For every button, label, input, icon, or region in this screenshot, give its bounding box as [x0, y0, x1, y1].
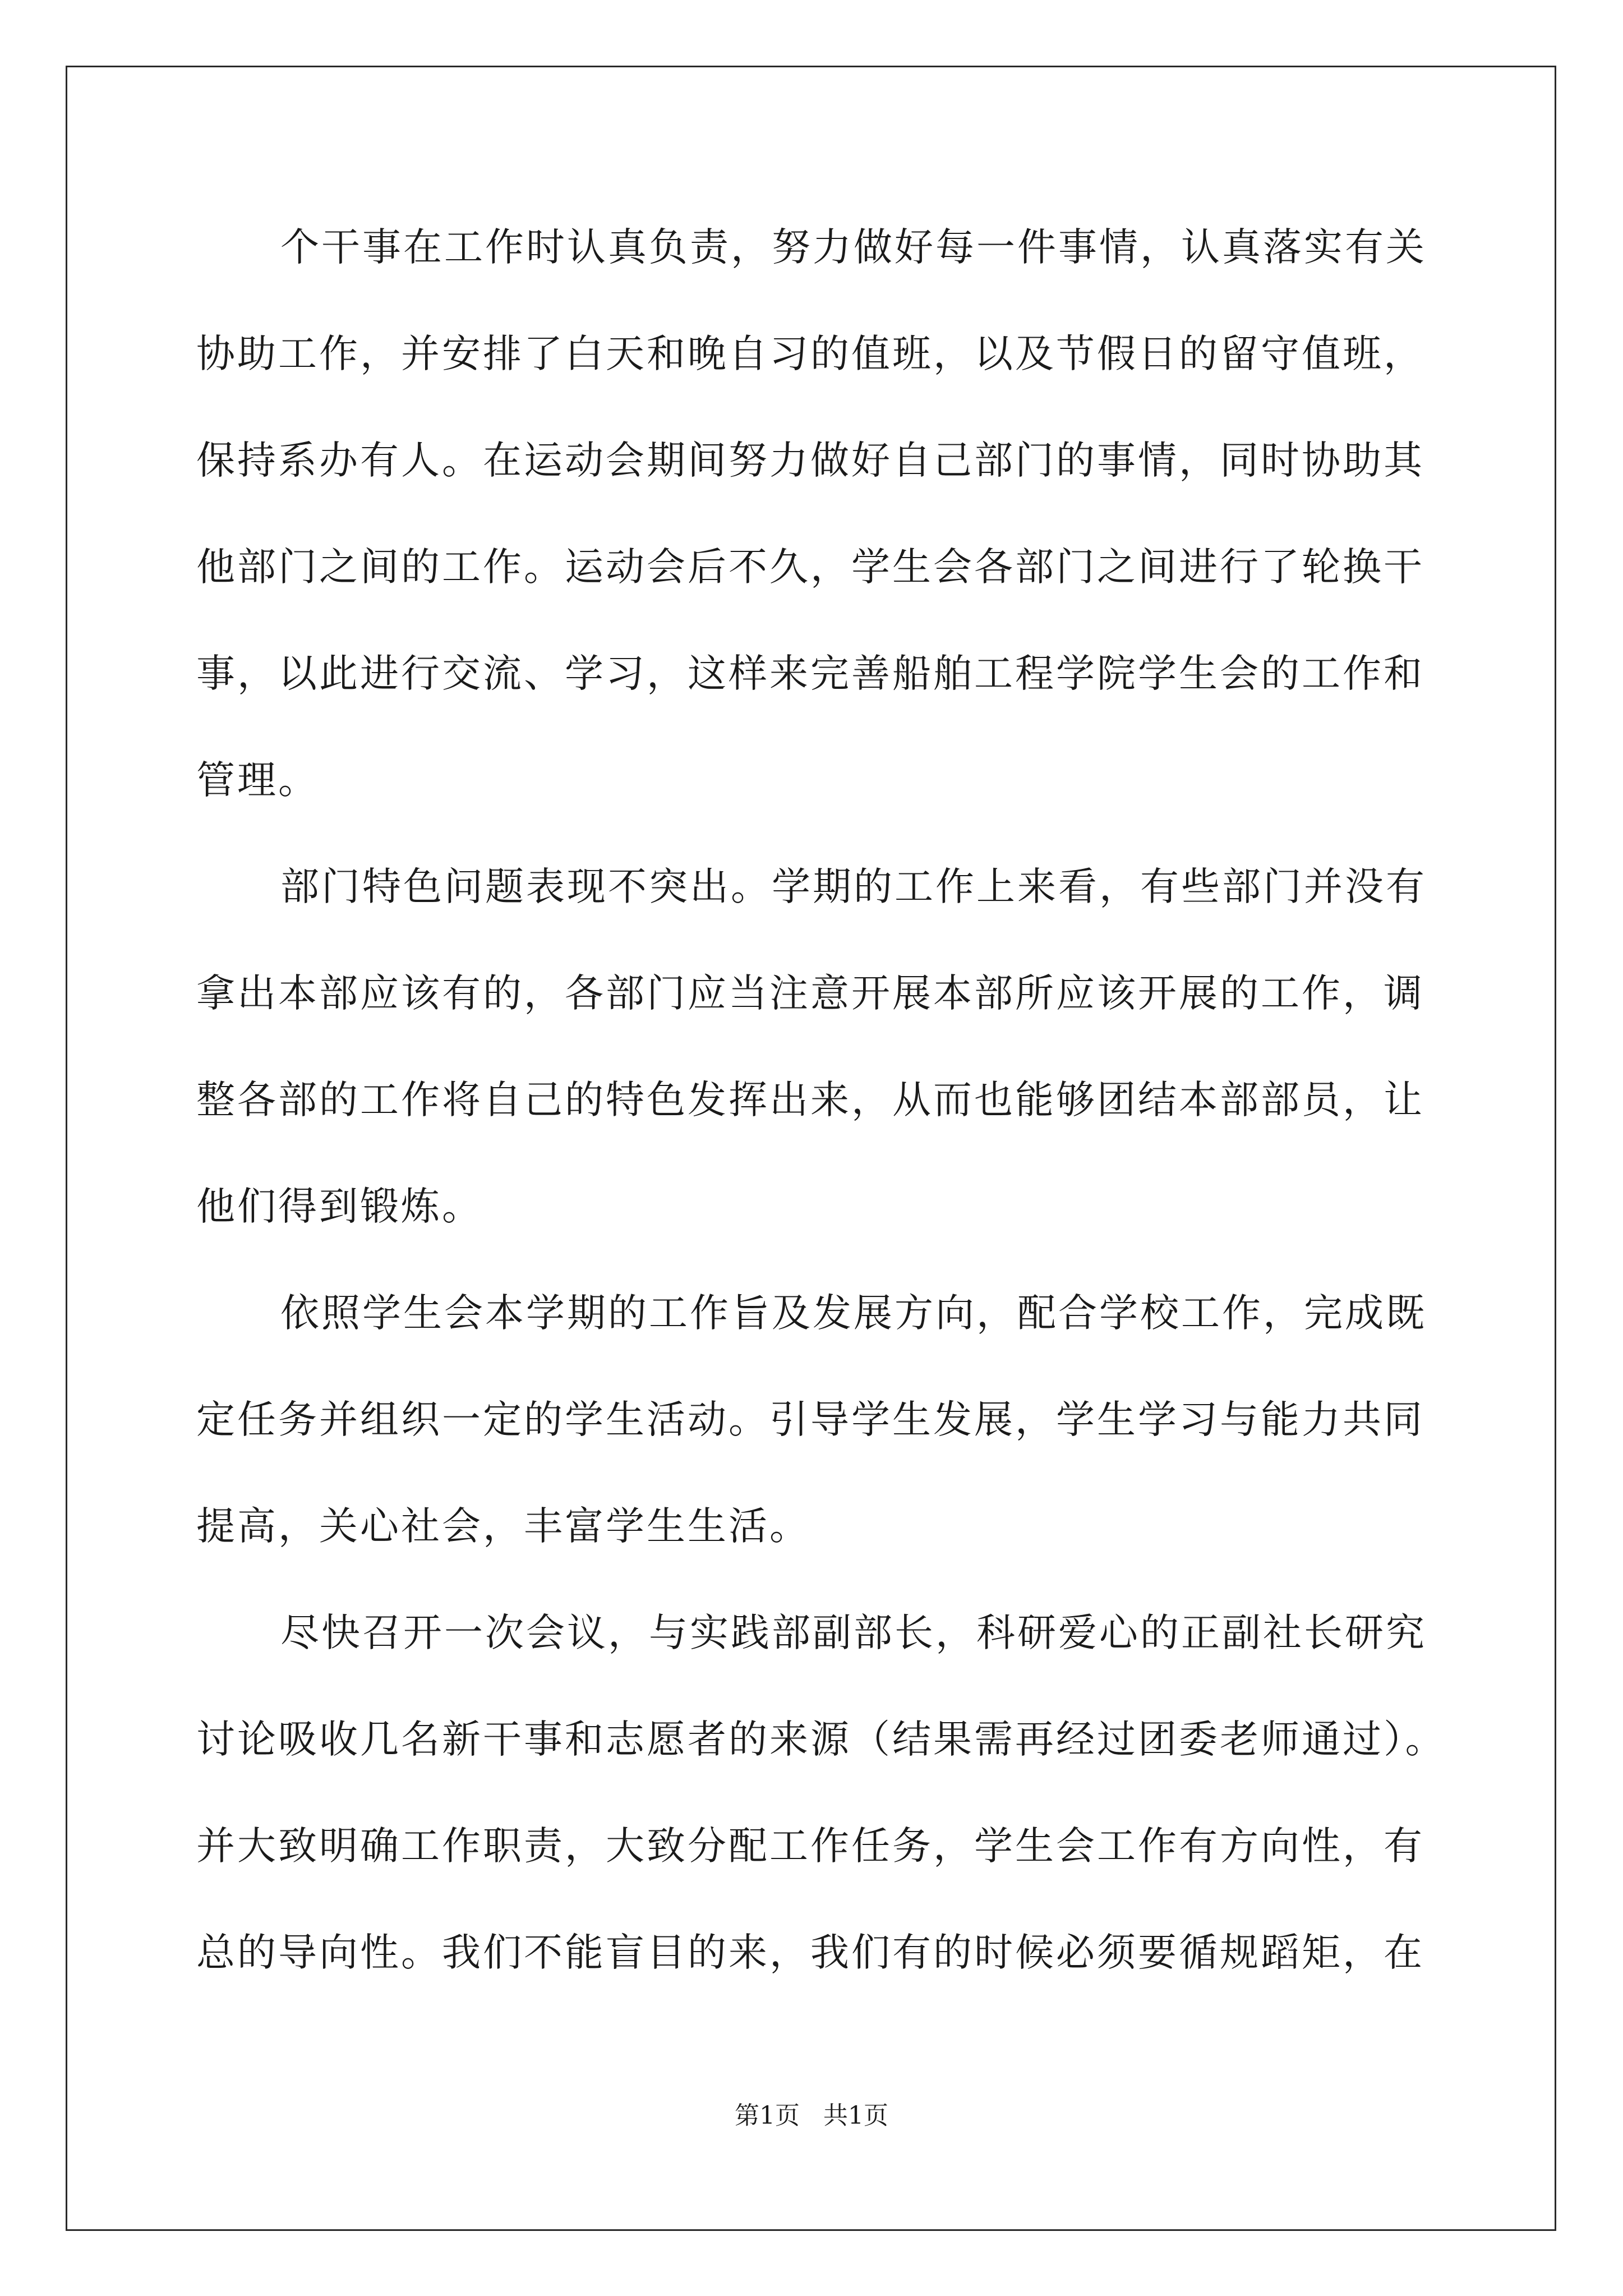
text-line: 事，以此进行交流、学习，这样来完善船舶工程学院学生会的工作和	[196, 651, 1424, 696]
text-line: 总的导向性。我们不能盲目的来，我们有的时候必须要循规蹈矩，在	[196, 1930, 1424, 1975]
text-line: 协助工作，并安排了白天和晚自习的值班，以及节假日的留守值班，	[196, 332, 1424, 376]
page-footer: 第1页 共1页	[735, 2101, 888, 2130]
text-line: 他们得到锻炼。	[196, 1184, 483, 1229]
text-line: 并大致明确工作职责，大致分配工作任务，学生会工作有方向性，有	[196, 1824, 1424, 1869]
text-line: 拿出本部应该有的，各部门应当注意开展本部所应该开展的工作，调	[196, 971, 1424, 1016]
text-line: 部门特色问题表现不突出。学期的工作上来看，有些部门并没有	[280, 864, 1427, 909]
text-line: 管理。	[196, 758, 319, 803]
text-line: 讨论吸收几名新干事和志愿者的来源（结果需再经过团委老师通过）。	[196, 1717, 1446, 1762]
text-line: 保持系办有人。在运动会期间努力做好自己部门的事情，同时协助其	[196, 438, 1424, 483]
text-line: 定任务并组织一定的学生活动。引导学生发展，学生学习与能力共同	[196, 1397, 1424, 1442]
text-line: 依照学生会本学期的工作旨及发展方向，配合学校工作，完成既	[280, 1291, 1427, 1336]
text-line: 整各部的工作将自己的特色发挥出来，从而也能够团结本部部员，让	[196, 1078, 1424, 1122]
text-line: 尽快召开一次会议，与实践部副部长，科研爱心的正副社长研究	[280, 1611, 1427, 1655]
text-line: 个干事在工作时认真负责，努力做好每一件事情，认真落实有关	[280, 225, 1427, 270]
text-line: 他部门之间的工作。运动会后不久，学生会各部门之间进行了轮换干	[196, 545, 1424, 590]
text-line: 提高，关心社会，丰富学生生活。	[196, 1504, 810, 1549]
page-border	[66, 66, 1556, 2231]
